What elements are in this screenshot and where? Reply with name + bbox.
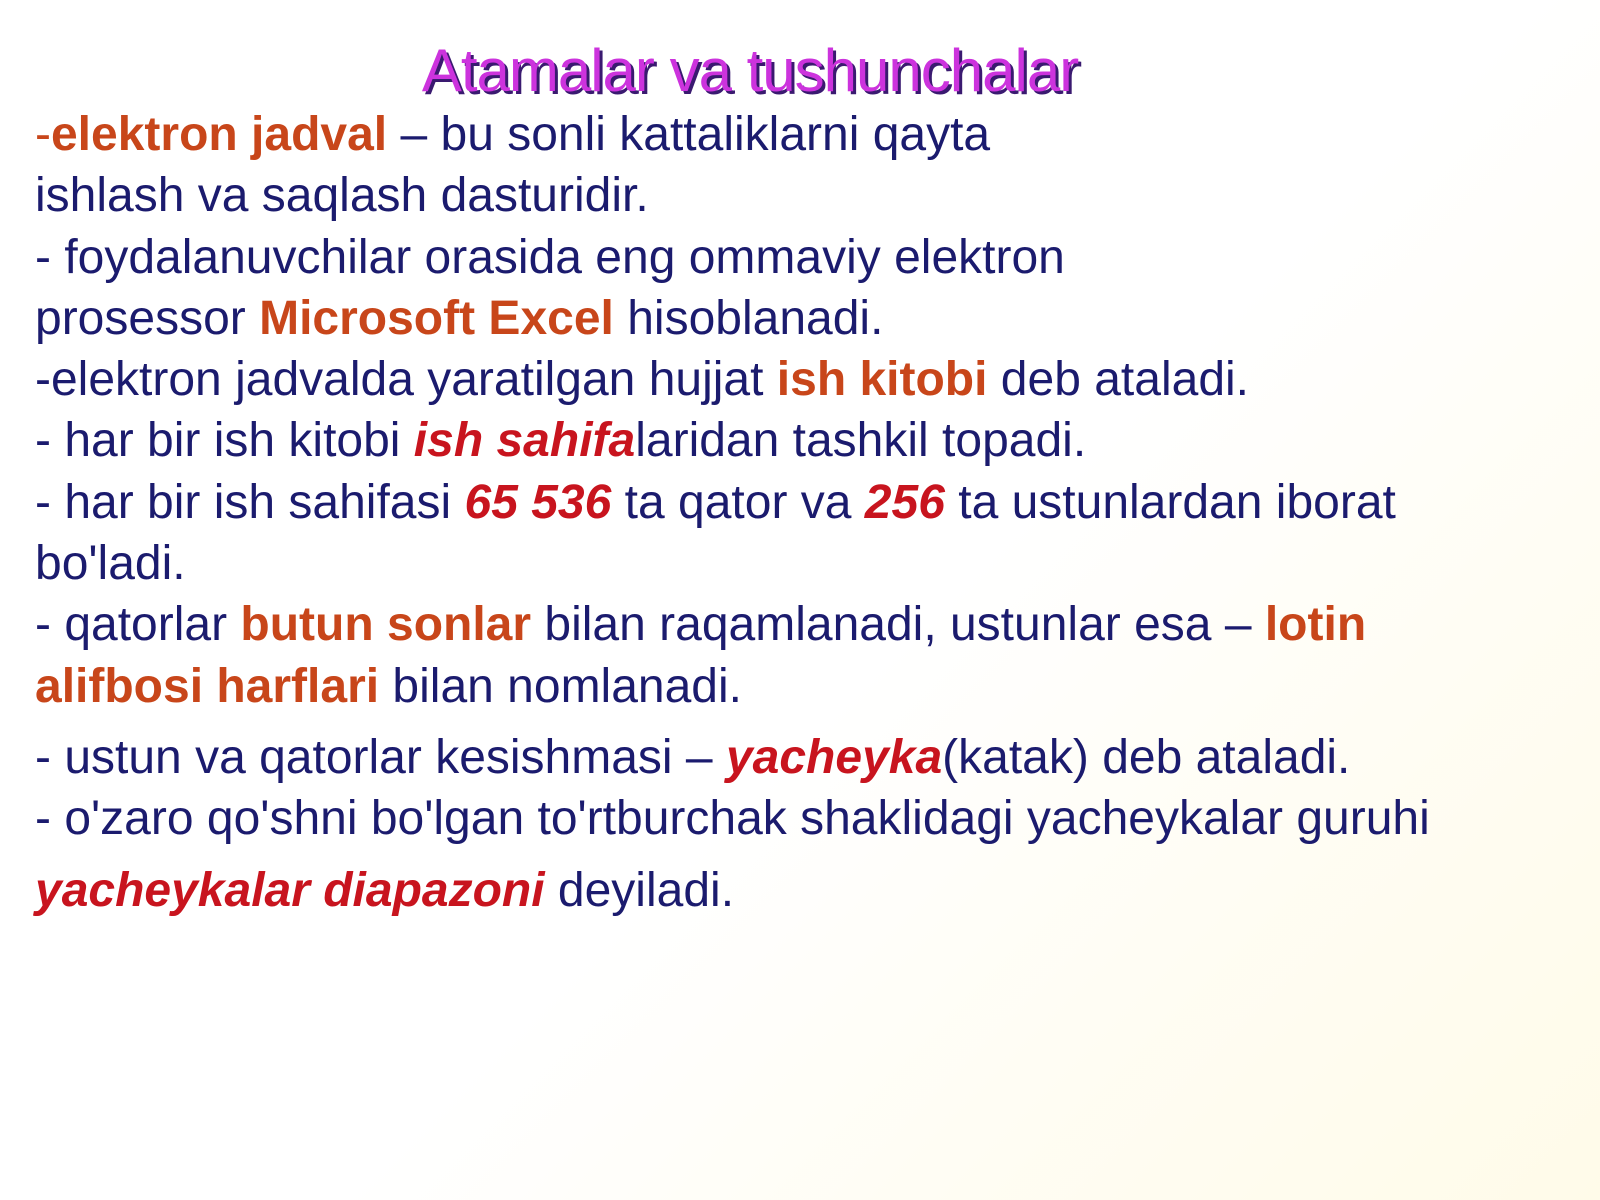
term-ish-sahifa: ish sahifa	[413, 414, 636, 468]
text-line-3	[35, 227, 1575, 288]
term-alifbosi-harflari: alifbosi harflari	[35, 659, 380, 713]
line-text: (katak) deb ataladi.	[942, 730, 1351, 784]
line-text: prosessor	[35, 291, 260, 345]
text-line-4	[35, 288, 1575, 349]
line-text: deb ataladi.	[987, 353, 1250, 407]
term-yacheykalar-diapazoni: yacheykalar diapazoni	[35, 863, 545, 917]
text-line-10	[35, 656, 1575, 717]
text-line-11	[35, 727, 1575, 788]
slide-title: Atamalar va tushunchalar	[421, 37, 1079, 104]
line-text: bilan raqamlanadi, ustunlar esa –	[531, 598, 1265, 652]
text-line-6	[35, 410, 1575, 471]
definitions-text	[35, 104, 1575, 921]
line-text: - har bir ish kitobi	[35, 414, 414, 468]
term-butun-sonlar: butun sonlar	[240, 598, 532, 652]
number-columns: 256	[864, 475, 945, 529]
text-line-2	[35, 165, 1575, 226]
line-text: ishlash va saqlash dasturidir.	[35, 169, 649, 223]
text-line-7	[35, 472, 1575, 533]
line-text: laridan tashkil topadi.	[635, 414, 1087, 468]
term-microsoft-excel: Microsoft Excel	[259, 291, 614, 345]
term-ish-kitobi: ish kitobi	[776, 353, 988, 407]
text-line-13	[35, 860, 1575, 921]
line-text: deyiladi.	[544, 863, 735, 917]
line-text: - o'zaro qo'shni bo'lgan to'rtburchak shaklidagi yacheykalar guruhi	[35, 792, 1430, 846]
text-line-5	[35, 349, 1575, 410]
term-yacheyka: yacheyka	[725, 730, 943, 784]
text-line-1	[35, 104, 1575, 165]
text-line-9	[35, 594, 1575, 655]
line-dash: -	[35, 108, 51, 161]
number-rows: 65 536	[464, 475, 612, 529]
line-text: - foydalanuvchilar orasida eng ommaviy elektron	[35, 230, 1065, 284]
line-text: -elektron jadvalda yaratilgan hujjat	[35, 353, 777, 407]
term-lotin: lotin	[1264, 598, 1367, 652]
term-elektron-jadval: elektron jadval	[50, 108, 388, 161]
line-text: - har bir ish sahifasi	[35, 475, 465, 529]
line-text: bilan nomlanadi.	[379, 659, 742, 713]
line-text: bo'ladi.	[35, 537, 186, 591]
text-line-12	[35, 788, 1575, 849]
line-text: ta qator va	[611, 475, 865, 529]
line-text: ta ustunlardan iborat	[944, 475, 1396, 529]
line-text: - ustun va qatorlar kesishmasi –	[35, 730, 726, 784]
line-text: - qatorlar	[35, 598, 241, 652]
line-text: – bu sonli kattaliklarni qayta	[387, 108, 991, 161]
line-text: hisoblanadi.	[613, 291, 884, 345]
text-line-8	[35, 533, 1575, 594]
